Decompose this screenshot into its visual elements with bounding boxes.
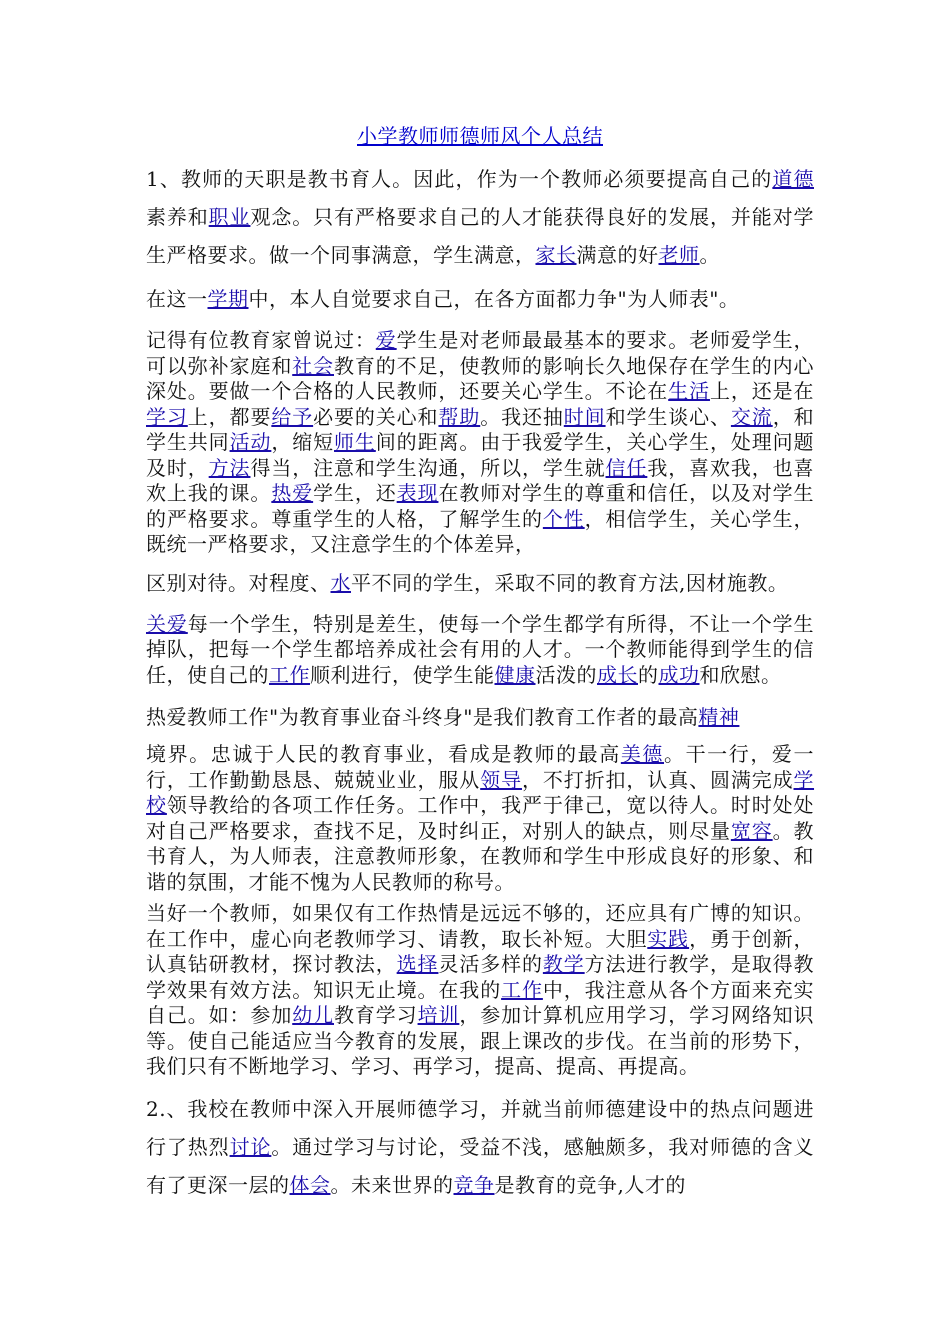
keyword-link[interactable]: 时间 [563,404,606,429]
keyword-link[interactable]: 社会 [292,353,334,378]
title-link[interactable]: 小学教师师德师风个人总结 [357,124,603,148]
paragraph-text: 满意的好 [576,243,659,267]
paragraph-text: 。未来世界的 [330,1172,454,1197]
document-body [146,160,814,1204]
keyword-link[interactable]: 工作 [501,977,543,1002]
keyword-link[interactable]: 体会 [289,1172,331,1197]
keyword-link[interactable]: 精神 [698,705,740,729]
paragraph-text: 中，本人自觉要求自己，在各方面都力争"为人师表"。 [248,287,740,311]
paragraph [146,1090,814,1204]
keyword-link[interactable]: 生活 [668,379,710,403]
keyword-link[interactable]: 工作 [269,662,310,687]
paragraph-text: ，勇于创新，认真钻研教材，探讨教法， [146,926,815,976]
paragraph-text: ，和学生共同 [146,404,815,454]
paragraph [146,612,814,689]
paragraph-text: 当好一个教师，如果仅有工作热情是远远不够的，还应具有广博的知识。在工作中，虚心向老教师学习、请教，取长补短。大胆 [146,901,814,951]
keyword-link[interactable]: 职业 [208,205,251,229]
keyword-link[interactable]: 帮助 [438,404,481,429]
paragraph [146,280,814,318]
paragraph-text: ，缩短 [271,430,335,454]
keyword-link[interactable]: 教学 [542,952,585,976]
paragraph-text: 上，还是在 [709,379,815,403]
keyword-link[interactable]: 选择 [396,952,439,976]
keyword-link[interactable]: 给予 [271,404,314,429]
paragraph-text: 教育的不足，使教师的影响长久地保存在学生的内心深处。要做一个合格的人民教师，还要关心学生。不论在 [146,353,815,403]
paragraph-text: 区别对待。对程度、 [146,570,331,595]
keyword-link[interactable]: 老师 [658,243,700,267]
paragraph-text: 记得有位教育家曾说过： [146,328,376,352]
keyword-link[interactable]: 表现 [396,481,439,505]
paragraph [146,160,814,274]
keyword-link[interactable]: 个性 [542,506,585,531]
paragraph-text: 和学生谈心、 [605,404,731,429]
paragraph-text: 活泼的 [535,662,597,687]
keyword-link[interactable]: 成长 [597,662,638,687]
paragraph-text: 方法进行教学，是取得教学效果有效方法。知识无止境。在我的 [146,952,815,1002]
paragraph-text: 领导教给的各项工作任务。工作中，我严于律己，宽以待人。时时处处对自己严格要求，查找不足，及时纠正，对别人的缺点，则尽量 [146,793,815,843]
paragraph-text: 在这一 [146,287,208,311]
keyword-link[interactable]: 家长 [535,243,577,267]
keyword-link[interactable]: 学期 [207,287,249,311]
paragraph-text: 观念。只有严格要求自己的人才能获得良好的发展，并能对学生严格要求。做一个同事满意，学生满意， [146,205,815,267]
keyword-link[interactable]: 道德 [772,167,814,191]
keyword-link[interactable]: 成功 [658,662,700,687]
paragraph-text: 2.、我校在教师中深入开展师德学习，并就当前师德建设中的热点问题进行了热烈 [146,1096,814,1159]
keyword-link[interactable]: 竞争 [453,1172,495,1197]
paragraph-text: 。通过学习与讨论，受益不浅，感触颇多，我对师德的含义有了更深一层的 [146,1134,815,1197]
keyword-link[interactable]: 活动 [229,430,272,454]
paragraph-text: 。干一行，爱一行，工作勤勤恳恳、兢兢业业，服从 [146,742,815,792]
paragraph-text: ，参加计算机应用学习，学习网络知识等。使自己能适应当今教育的发展，跟上课改的步伐。在当前的形势下，我们只有不断地学习、学习、再学习，提高、提高、再提高。 [146,1003,815,1078]
paragraph-text: 是教育的竞争,人才的 [494,1172,686,1197]
paragraph [146,901,814,1080]
paragraph-text: 。教书育人，为人师表，注意教师形象，在教师和学生中形成良好的形象、和谐的氛围，才能不愧为人民教师的称号。 [146,818,815,894]
paragraph-text: 灵活多样的 [438,952,543,976]
paragraph [146,564,814,602]
paragraph-text: 必要的关心和 [313,404,439,429]
paragraph-text: 得当，注意和学生沟通，所以，学生就 [250,455,606,480]
keyword-link[interactable]: 领导 [480,767,522,792]
keyword-link[interactable]: 爱 [375,328,397,352]
paragraph-text: 热爱教师工作"为教育事业奋斗终身"是我们教育工作者的最高 [146,705,699,729]
paragraph-text: 教育学习 [334,1003,418,1027]
paragraph-text: 。我还抽 [480,404,564,429]
paragraph-text: 境界。忠诚于人民的教育事业，看成是教师的最高 [146,742,621,766]
keyword-link[interactable]: 热爱 [271,481,314,505]
keyword-link[interactable]: 方法 [208,455,251,480]
keyword-link[interactable]: 关爱 [146,611,188,636]
keyword-link[interactable]: 幼儿 [292,1003,334,1027]
paragraph-text: 顺利进行，使学生能 [310,662,495,687]
paragraph-text: 上，都要 [187,404,272,429]
keyword-link[interactable]: 培训 [417,1003,460,1027]
keyword-link[interactable]: 学习 [146,404,188,429]
paragraph-text: 每一个学生，特别是差生，使每一个学生都学有所得，不让一个学生掉队，把每一个学生都培养成社会有用的人才。一个教师能得到学生的信任，使自己的 [146,611,815,687]
paragraph-text: 平不同的学生，采取不同的教育方法,因材施教。 [351,570,789,595]
keyword-link[interactable]: 水 [330,570,351,595]
keyword-link[interactable]: 讨论 [229,1134,272,1159]
paragraph-text: 。 [699,243,720,267]
paragraph [146,698,814,736]
keyword-link[interactable]: 宽容 [730,818,773,843]
paragraph-text: 间的距离。由于我爱学生，关心学生，处理问题及时， [146,430,815,480]
paragraph-text: 在教师对学生的尊重和信任，以及对学生的严格要求。尊重学生的人格，了解学生的 [146,481,815,531]
paragraph [146,328,814,558]
paragraph-text: 1、教师的天职是教书育人。因此，作为一个教师必须要提高自己的 [146,167,773,191]
document-title [146,118,814,154]
paragraph [146,742,814,895]
keyword-link[interactable]: 交流 [730,404,773,429]
paragraph-text: 和欣慰。 [699,662,782,687]
paragraph-text: 中，我注意从各个方面来充实自己。如：参加 [146,977,815,1027]
paragraph-text: 我，喜欢我，也喜欢上我的课。 [146,455,815,505]
paragraph-text: 学生，还 [313,481,397,505]
keyword-link[interactable]: 健康 [494,662,536,687]
document-page [146,118,814,1210]
keyword-link[interactable]: 美德 [620,742,665,766]
keyword-link[interactable]: 学校 [146,767,815,817]
keyword-link[interactable]: 实践 [647,926,690,951]
paragraph-text: 的 [638,662,659,687]
paragraph-text: 学生是对老师最最基本的要求。老师爱学生，可以弥补家庭和 [146,328,815,378]
paragraph-text: 素养和 [146,205,209,229]
paragraph-text: ，相信学生，关心学生，既统一严格要求，又注意学生的个体差异， [146,506,815,556]
paragraph-text: ，不打折扣，认真、圆满完成 [521,767,794,792]
keyword-link[interactable]: 师生 [334,430,376,454]
keyword-link[interactable]: 信任 [605,455,648,480]
